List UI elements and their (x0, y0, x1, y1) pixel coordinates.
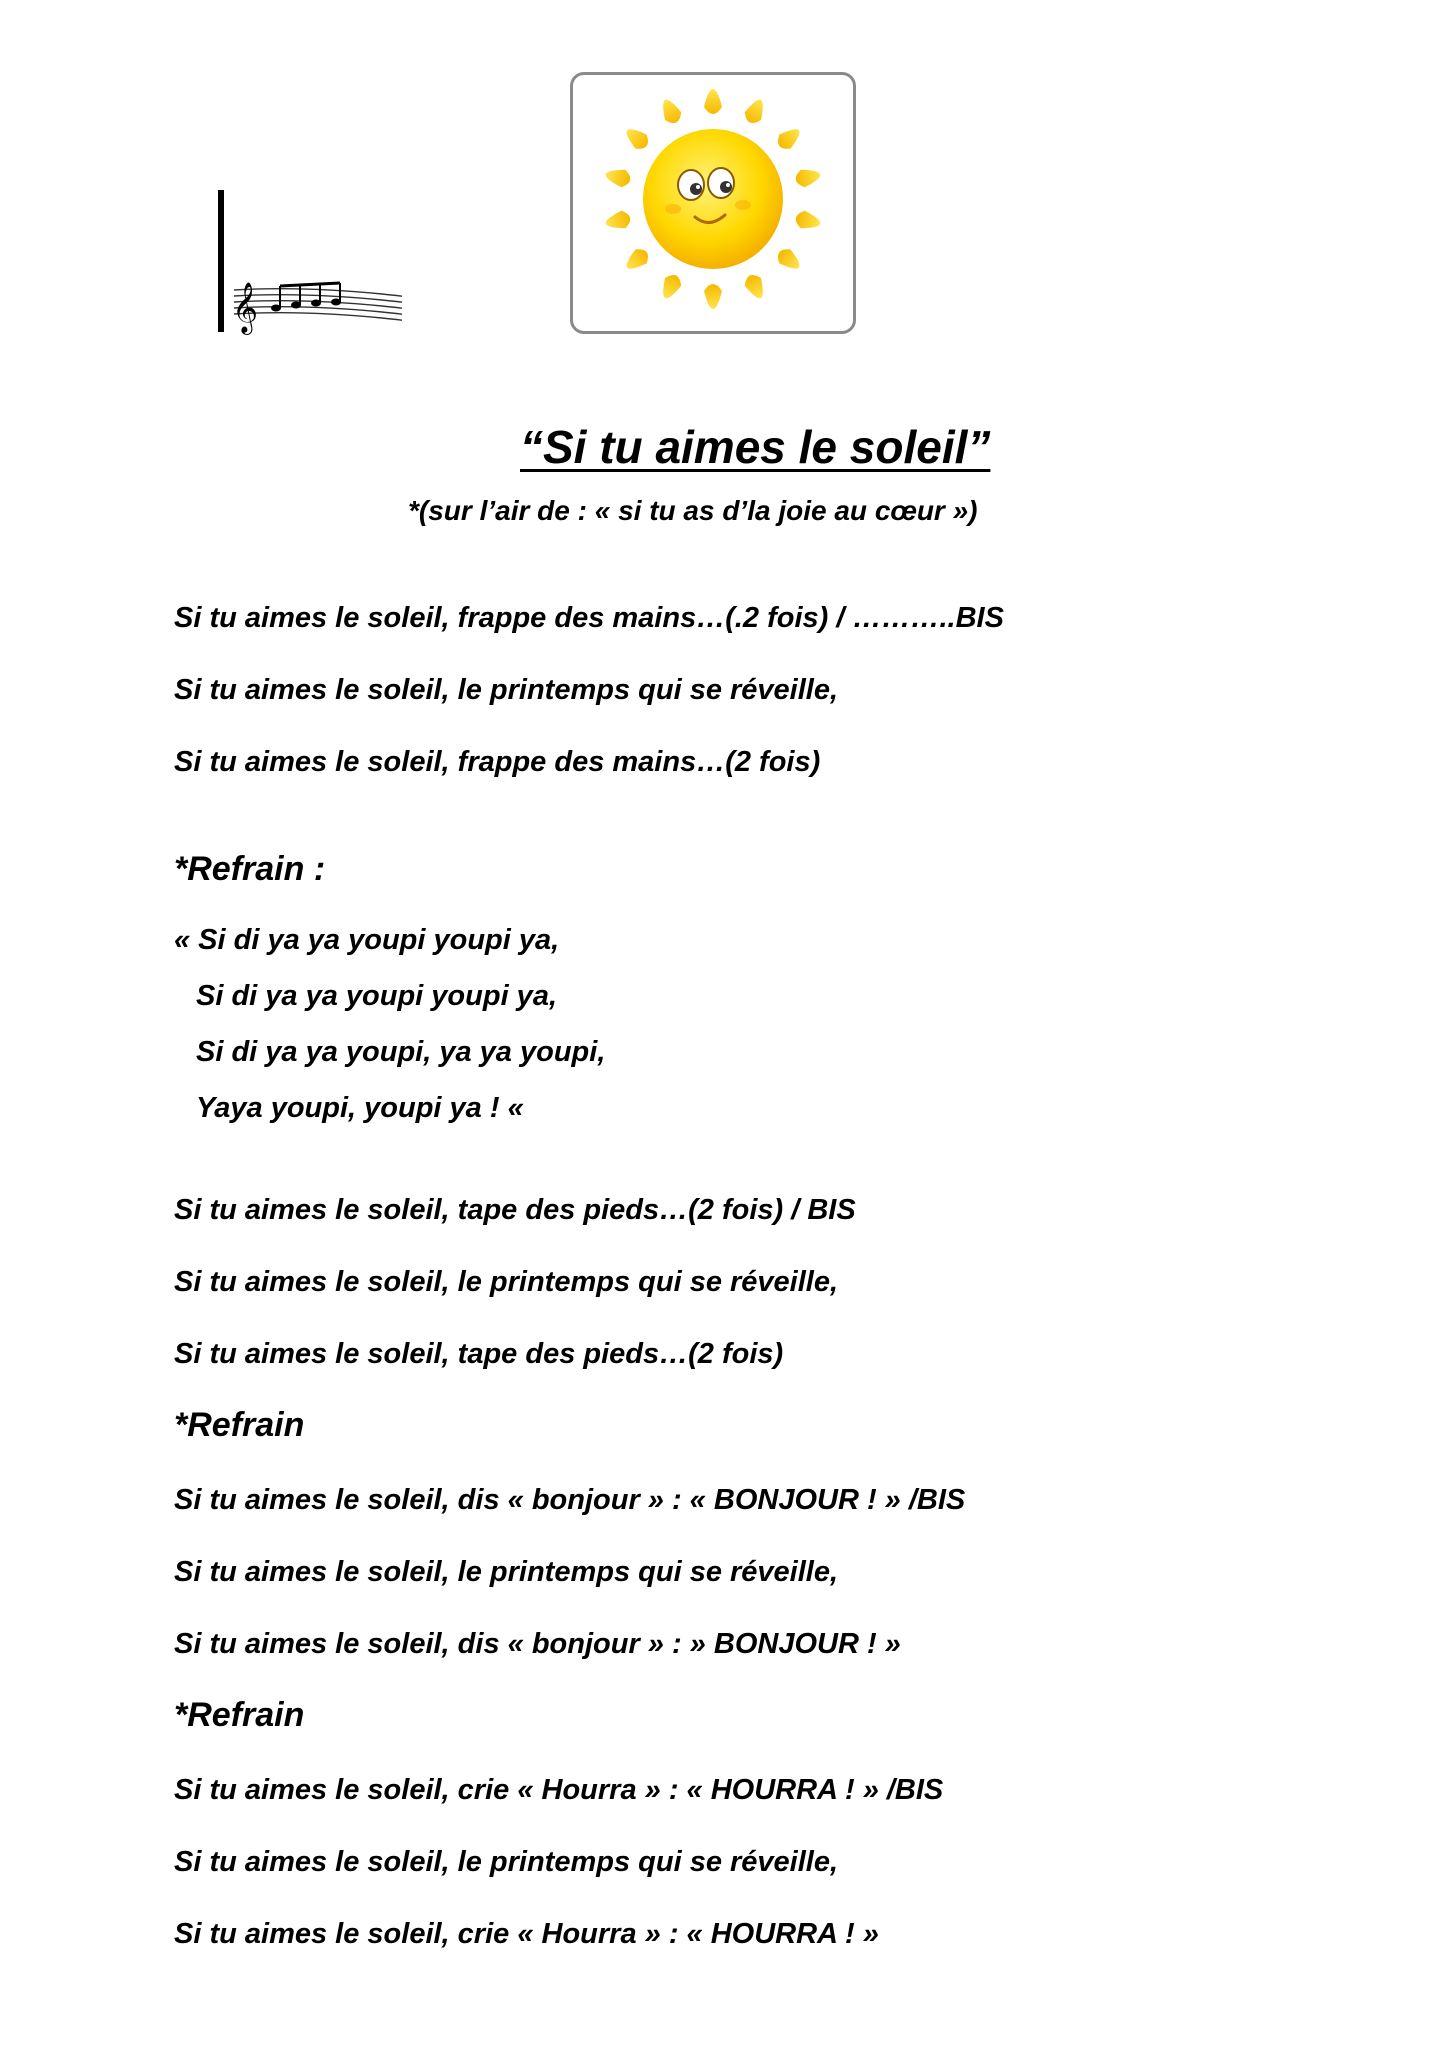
verse-line: Si tu aimes le soleil, frappe des mains…(2 fois) (174, 746, 821, 778)
song-title: “Si tu aimes le soleil” (520, 421, 991, 473)
sun-ray (621, 245, 652, 275)
sun-ray (604, 209, 632, 232)
sun-ray (742, 272, 769, 302)
verse-line: Si tu aimes le soleil, tape des pieds…(2 fois) / BIS (174, 1194, 856, 1226)
sun-ray (621, 123, 652, 153)
verse-line: Si tu aimes le soleil, le printemps qui se réveille, (174, 1266, 839, 1298)
sun-ray (704, 89, 722, 114)
refrain-heading: *Refrain : (174, 850, 326, 888)
verse-line: Si tu aimes le soleil, frappe des mains…(.2 fois) / ………..BIS (174, 602, 1004, 634)
sun-picture-frame (570, 72, 856, 334)
sun-ray (742, 96, 769, 126)
verse-line: Si tu aimes le soleil, le printemps qui se réveille, (174, 1556, 839, 1588)
refrain-heading: *Refrain (174, 1406, 305, 1444)
verse-line: Si tu aimes le soleil, le printemps qui se réveille, (174, 1846, 839, 1878)
sun-ray (794, 166, 822, 189)
sun-ray (657, 272, 684, 302)
sun-ray (794, 209, 822, 232)
chorus-line: Yaya youpi, youpi ya ! « (196, 1092, 524, 1124)
sun-ray (774, 245, 805, 275)
music-staff-icon (212, 190, 402, 345)
verse-line: Si tu aimes le soleil, crie « Hourra » : « HOURRA ! » (174, 1918, 879, 1950)
svg-text:𝄞: 𝄞 (232, 282, 259, 333)
verse-line: Si tu aimes le soleil, tape des pieds…(2 fois) (174, 1338, 784, 1370)
sun-ray (604, 166, 632, 189)
verse-line: Si tu aimes le soleil, le printemps qui se réveille, (174, 674, 839, 706)
chorus-line: « Si di ya ya youpi youpi ya, (174, 924, 560, 956)
verse-line: Si tu aimes le soleil, dis « bonjour » : » BONJOUR ! » (174, 1628, 901, 1660)
smiling-sun-icon (573, 75, 853, 331)
song-subtitle: *(sur l’air de : « si tu as d’la joie au cœur ») (408, 495, 978, 526)
refrain-heading: *Refrain (174, 1696, 305, 1734)
chorus-line: Si di ya ya youpi youpi ya, (196, 980, 557, 1012)
verse-line: Si tu aimes le soleil, crie « Hourra » : « HOURRA ! » /BIS (174, 1774, 944, 1806)
sun-ray (657, 96, 684, 126)
chorus-line: Si di ya ya youpi, ya ya youpi, (196, 1036, 606, 1068)
sun-ray (704, 284, 722, 309)
sun-ray (774, 123, 805, 153)
verse-line: Si tu aimes le soleil, dis « bonjour » : « BONJOUR ! » /BIS (174, 1484, 966, 1516)
